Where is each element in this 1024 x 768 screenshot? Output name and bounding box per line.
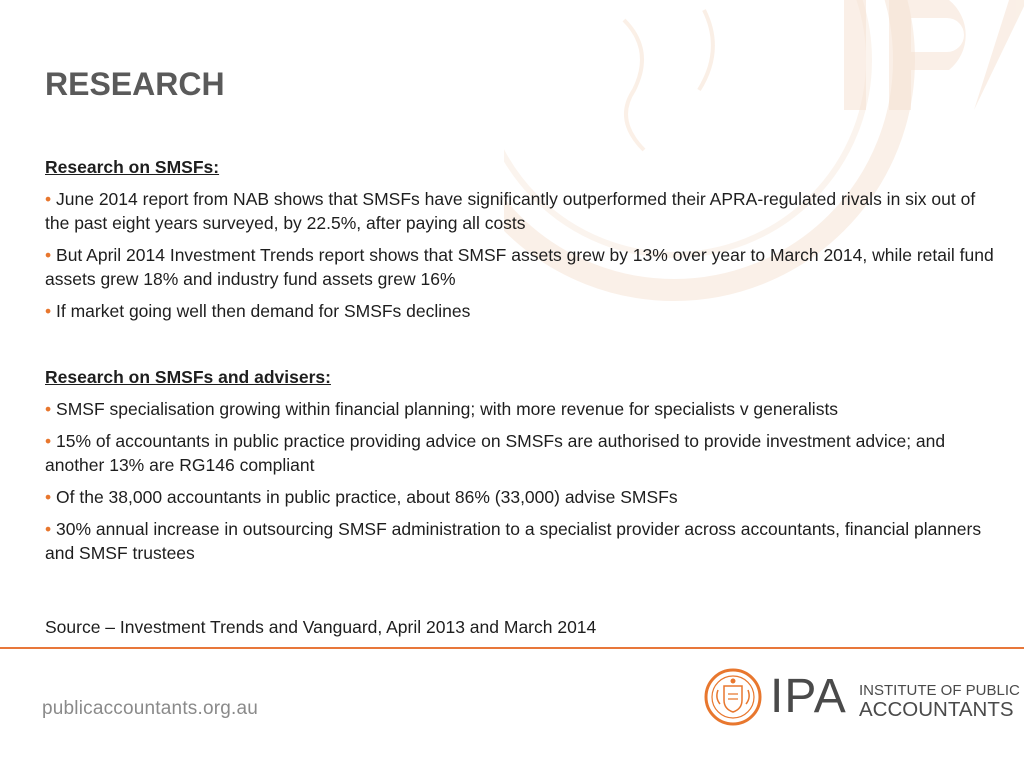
bullet-item: [45, 397, 995, 421]
bullet-text: June 2014 report from NAB shows that SMSFs have significantly outperformed their APRA-regulated rivals in six out of the past eight years surveyed, by 22.5%, after paying all costs: [45, 189, 976, 233]
footer-url: publicaccountants.org.au: [42, 698, 259, 719]
bullet-item: [45, 187, 995, 235]
section-heading: Research on SMSFs:: [45, 157, 220, 177]
section-research-smsfs: [45, 155, 995, 323]
section-heading: Research on SMSFs and advisers:: [45, 367, 331, 387]
ipa-logo: [704, 668, 1020, 728]
bullet-item: [45, 243, 995, 291]
section-spacer: [45, 331, 995, 365]
bullet-dot: •: [45, 431, 52, 451]
bullet-text: If market going well then demand for SMSFs declines: [56, 301, 471, 321]
bullet-dot: •: [45, 487, 52, 507]
bullet-text: 15% of accountants in public practice providing advice on SMSFs are authorised to provide investment advice; and another 13% are RG146 compliant: [45, 431, 946, 475]
bullet-dot: •: [45, 399, 52, 419]
bullet-item: [45, 299, 995, 323]
source-citation: Source – Investment Trends and Vanguard, April 2013 and March 2014: [45, 617, 597, 637]
bullet-dot: •: [45, 245, 52, 265]
ipa-crest-icon: [704, 668, 762, 726]
bullet-text: 30% annual increase in outsourcing SMSF administration to a specialist provider across accountants, financial planners and SMSF trustees: [45, 519, 982, 563]
logo-name-line1: INSTITUTE OF PUBLIC: [859, 682, 1020, 699]
slide-content: [45, 155, 995, 573]
bullet-text: But April 2014 Investment Trends report shows that SMSF assets grew by 13% over year to March 2014, while retail fund assets grew 18% and industry fund assets grew 16%: [45, 245, 994, 289]
bullet-dot: •: [45, 519, 52, 539]
slide-title: RESEARCH: [45, 66, 225, 102]
bullet-item: [45, 429, 995, 477]
bullet-text: Of the 38,000 accountants in public practice, about 86% (33,000) advise SMSFs: [56, 487, 678, 507]
bullet-dot: •: [45, 189, 52, 209]
footer-divider: [0, 647, 1024, 649]
bullet-dot: •: [45, 301, 52, 321]
bullet-item: [45, 517, 995, 565]
logo-abbrev: IPA: [770, 670, 847, 723]
section-research-smsfs-advisers: [45, 365, 995, 565]
bullet-text: SMSF specialisation growing within financial planning; with more revenue for specialists v generalists: [56, 399, 839, 419]
logo-name-line2: ACCOUNTANTS: [859, 698, 1014, 721]
bullet-item: [45, 485, 995, 509]
